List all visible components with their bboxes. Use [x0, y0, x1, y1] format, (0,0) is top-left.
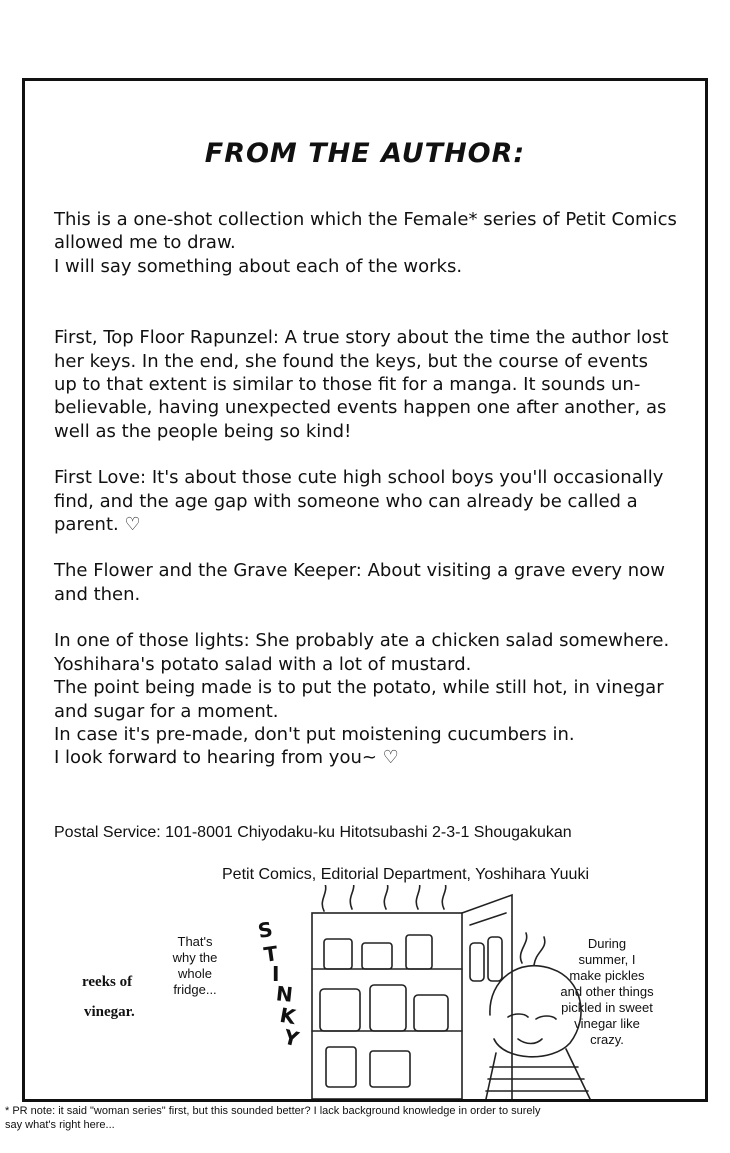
- text-line: I will say something about each of the works.: [54, 255, 463, 277]
- flower-paragraph: [54, 559, 704, 606]
- stinky-letter: K: [278, 1002, 298, 1030]
- text-line: The point being made is to put the potato, while still hot, in vinegar: [54, 677, 664, 699]
- text-line: believable, having unexpected events happen one after another, as: [54, 397, 667, 419]
- caption-left: That's why the whole fridge...: [172, 934, 218, 997]
- vinegar-label: vinegar.: [84, 1004, 135, 1020]
- text-line: parent. ♡: [54, 514, 141, 536]
- text-line: Yoshihara's potato salad with a lot of mustard.: [54, 653, 472, 675]
- stinky-letter: S: [256, 916, 275, 944]
- author-note-body: [54, 208, 704, 793]
- stinky-letter: N: [274, 981, 294, 1007]
- footnote-line: say what's right here...: [5, 1119, 115, 1131]
- editorial-department: Petit Comics, Editorial Department, Yoshihara Yuuki: [222, 866, 590, 883]
- footnote-line: * PR note: it said "woman series" first, but this sounded better? I lack background knowledge in order to surely: [5, 1105, 541, 1117]
- text-line: and then.: [54, 583, 141, 605]
- text-line: First, Top Floor Rapunzel: A true story about the time the author lost: [54, 327, 669, 349]
- text-line: In case it's pre-made, don't put moistening cucumbers in.: [54, 723, 575, 745]
- text-line: This is a one-shot collection which the Female* series of Petit Comics: [54, 209, 677, 230]
- fridge-illustration: [290, 885, 700, 1099]
- reeks-label: reeks of: [82, 974, 133, 990]
- text-line: allowed me to draw.: [54, 232, 236, 254]
- postal-address: Postal Service: 101-8001 Chiyodaku-ku Hitotsubashi 2-3-1 Shougakukan: [54, 824, 572, 841]
- stinky-letter: T: [262, 941, 280, 967]
- pr-footnote: [5, 1104, 725, 1132]
- text-line: and sugar for a moment.: [54, 700, 279, 722]
- text-line: I look forward to hearing from you~ ♡: [54, 747, 399, 769]
- text-line: In one of those lights: She probably ate a chicken salad somewhere.: [54, 630, 670, 652]
- text-line: First Love: It's about those cute high school boys you'll occasionally: [54, 467, 664, 489]
- text-line: her keys. In the end, she found the keys, but the course of events: [54, 350, 648, 372]
- text-line: well as the people being so kind!: [54, 420, 352, 442]
- first-love-paragraph: [54, 466, 704, 536]
- text-line: The Flower and the Grave Keeper: About visiting a grave every now: [54, 560, 665, 582]
- stinky-letter: I: [272, 962, 280, 986]
- rapunzel-paragraph: [54, 326, 704, 443]
- text-line: up to that extent is similar to those fit for a manga. It sounds un-: [54, 374, 641, 396]
- caption-right: During summer, I make pickles and other things pickled in sweet vinegar like crazy.: [560, 936, 654, 1047]
- text-line: find, and the age gap with someone who can already be called a: [54, 490, 638, 512]
- intro-paragraph: [54, 208, 704, 278]
- page-title: FROM THE AUTHOR:: [204, 138, 526, 169]
- stinky-letter: Y: [281, 1024, 302, 1052]
- lights-paragraph: [54, 629, 704, 769]
